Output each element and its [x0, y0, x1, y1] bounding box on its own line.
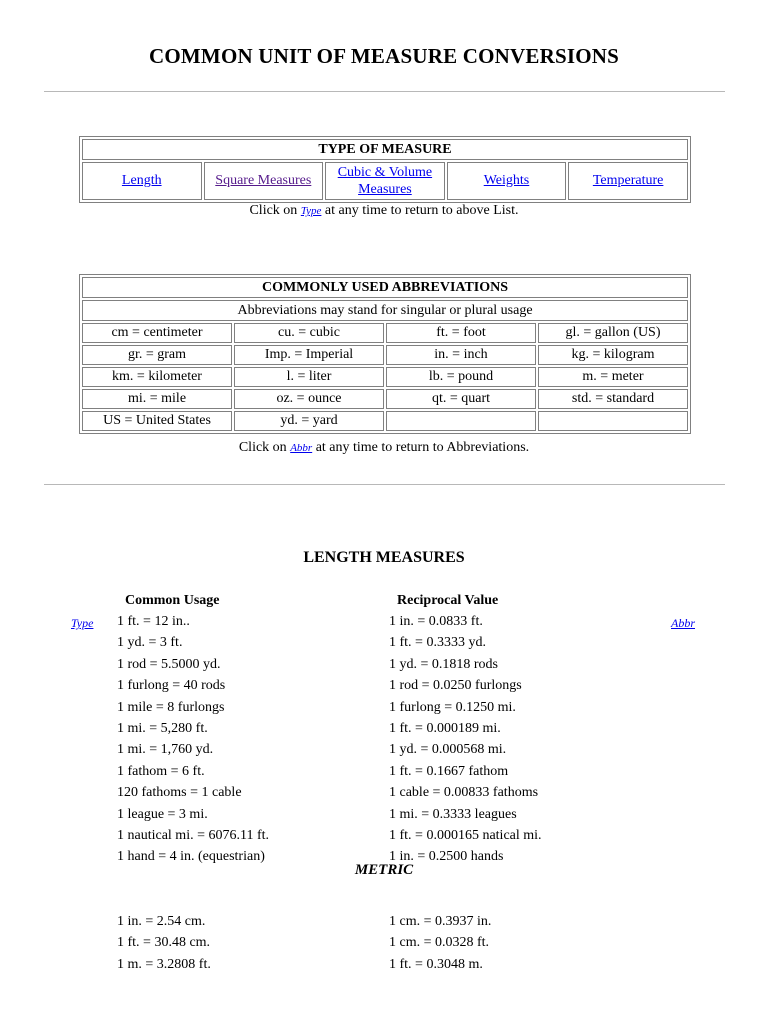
list-item: 1 cable = 0.00833 fathoms: [389, 785, 539, 801]
horizontal-rule: [44, 91, 725, 92]
abbreviations-table: [79, 274, 691, 434]
abbr-cell: std. = standard: [538, 389, 688, 409]
abbr-cell: Imp. = Imperial: [234, 345, 384, 365]
common-usage-list: [117, 611, 269, 868]
abbr-cell: l. = liter: [234, 367, 384, 387]
type-cell-square: [204, 162, 324, 200]
type-table-header: TYPE OF MEASURE: [82, 139, 688, 160]
list-item: 1 furlong = 0.1250 mi.: [389, 699, 516, 715]
list-item: 1 yd. = 3 ft.: [117, 635, 183, 651]
list-item: 1 in. = 0.0833 ft.: [389, 614, 483, 629]
type-note-link[interactable]: Type: [300, 205, 322, 217]
weights-link[interactable]: Weights: [483, 173, 530, 188]
list-item: 1 mile = 8 furlongs: [117, 699, 225, 715]
list-item: 1 ft. = 0.000165 natical mi.: [389, 828, 542, 844]
abbr-note-link[interactable]: Abbr: [290, 442, 313, 454]
abbr-cell: [538, 411, 688, 431]
list-item: 1 cm. = 0.0328 ft.: [389, 935, 490, 951]
metric-common-list: [117, 911, 211, 975]
type-cell-cubic: [325, 162, 445, 200]
list-item: 1 ft. = 0.1667 fathom: [389, 763, 509, 779]
list-item: 1 m. = 3.2808 ft.: [117, 956, 211, 972]
abbr-cell: gl. = gallon (US): [538, 323, 688, 343]
list-item: 1 mi. = 1,760 yd.: [117, 742, 214, 758]
abbr-cell: in. = inch: [386, 345, 536, 365]
abbr-cell: ft. = foot: [386, 323, 536, 343]
abbr-cell: qt. = quart: [386, 389, 536, 409]
type-cell-length: [82, 162, 202, 200]
abbr-cell: US = United States: [82, 411, 232, 431]
square-measures-link[interactable]: Square Measures: [215, 173, 312, 188]
list-item: 1 ft. = 12 in..: [117, 614, 190, 629]
list-item: 120 fathoms = 1 cable: [117, 785, 242, 801]
type-cell-weights: [447, 162, 567, 200]
list-item: 1 cm. = 0.3937 in.: [389, 914, 492, 929]
cubic-volume-link[interactable]: Cubic & Volume Measures: [337, 165, 433, 197]
list-item: 1 ft. = 0.3048 m.: [389, 956, 483, 972]
reciprocal-value-heading: Reciprocal Value: [397, 593, 499, 608]
abbr-cell: oz. = ounce: [234, 389, 384, 409]
abbr-cell: cm = centimeter: [82, 323, 232, 343]
list-item: 1 ft. = 0.000189 mi.: [389, 721, 501, 737]
type-note-text-after: at any time to return to above List.: [321, 203, 519, 218]
type-of-measure-table: [79, 136, 691, 203]
horizontal-rule: [44, 484, 725, 485]
list-item: 1 nautical mi. = 6076.11 ft.: [117, 828, 270, 844]
abbr-cell: lb. = pound: [386, 367, 536, 387]
list-item: 1 yd. = 0.000568 mi.: [389, 742, 507, 758]
list-item: 1 fathom = 6 ft.: [117, 763, 205, 779]
reciprocal-value-list: [389, 611, 542, 868]
metric-subheading: METRIC: [354, 862, 414, 878]
list-item: 1 mi. = 0.3333 leagues: [389, 806, 517, 822]
length-link[interactable]: Length: [121, 173, 162, 188]
common-usage-heading: Common Usage: [125, 593, 220, 608]
page-title: COMMON UNIT OF MEASURE CONVERSIONS: [149, 44, 619, 68]
type-return-link[interactable]: Type: [71, 616, 94, 630]
list-item: 1 in. = 0.2500 hands: [389, 849, 504, 865]
type-cell-temperature: [568, 162, 688, 200]
abbr-cell: mi. = mile: [82, 389, 232, 409]
abbr-cell: [386, 411, 536, 431]
abbr-note: [0, 440, 768, 456]
abbr-note-text-before: Click on: [238, 440, 291, 455]
list-item: 1 yd. = 0.1818 rods: [389, 656, 499, 672]
abbr-cell: cu. = cubic: [234, 323, 384, 343]
temperature-link[interactable]: Temperature: [592, 173, 664, 188]
list-item: 1 rod = 0.0250 furlongs: [389, 678, 522, 694]
metric-reciprocal-list: [389, 911, 491, 975]
abbr-return-link[interactable]: Abbr: [671, 616, 695, 630]
list-item: 1 rod = 5.5000 yd.: [117, 656, 221, 672]
type-note-text-before: Click on: [249, 203, 301, 218]
abbr-note-text-after: at any time to return to Abbreviations.: [312, 440, 530, 455]
list-item: 1 league = 3 mi.: [117, 806, 208, 822]
list-item: 1 furlong = 40 rods: [117, 678, 226, 694]
list-item: 1 ft. = 0.3333 yd.: [389, 635, 486, 651]
abbr-table-subheader: Abbreviations may stand for singular or plural usage: [82, 300, 688, 321]
list-item: 1 hand = 4 in. (equestrian): [117, 849, 265, 865]
list-item: 1 mi. = 5,280 ft.: [117, 721, 208, 737]
abbr-cell: kg. = kilogram: [538, 345, 688, 365]
abbr-table-header: COMMONLY USED ABBREVIATIONS: [82, 277, 688, 298]
abbr-cell: yd. = yard: [234, 411, 384, 431]
abbr-cell: km. = kilometer: [82, 367, 232, 387]
length-section-title: LENGTH MEASURES: [303, 549, 465, 566]
type-note: [0, 203, 768, 219]
list-item: 1 in. = 2.54 cm.: [117, 914, 206, 929]
list-item: 1 ft. = 30.48 cm.: [117, 935, 211, 951]
abbr-cell: gr. = gram: [82, 345, 232, 365]
abbr-cell: m. = meter: [538, 367, 688, 387]
